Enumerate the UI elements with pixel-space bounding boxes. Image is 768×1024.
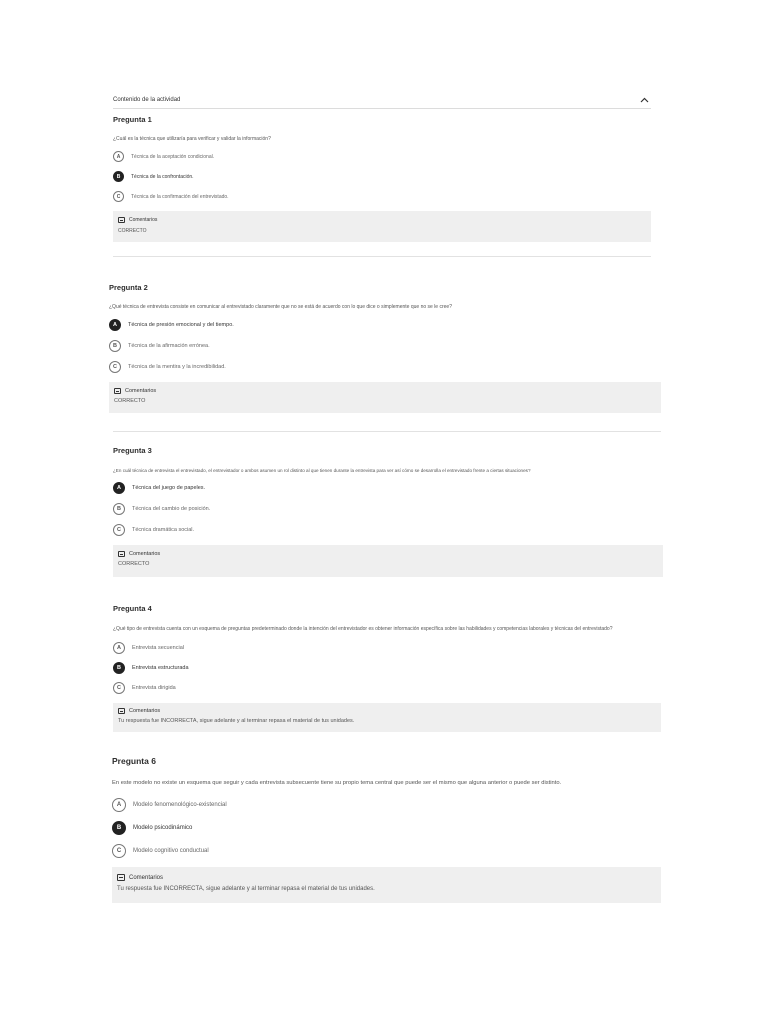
comment-box: [112, 867, 661, 903]
option-b[interactable]: [113, 171, 651, 182]
option-letter-badge: A: [109, 319, 121, 331]
comment-label: Comentarios: [129, 874, 164, 881]
question-title: Pregunta 6: [112, 756, 156, 766]
comment-icon: [114, 388, 121, 394]
option-letter-badge: B: [113, 662, 125, 674]
question-2: [109, 282, 661, 413]
question-title: Pregunta 1: [113, 115, 152, 124]
option-text: Técnica de la confirmación del entrevistado.: [131, 193, 229, 200]
option-letter-badge: A: [113, 482, 125, 494]
option-text: Técnica de la mentira y la incredibilidad.: [128, 364, 226, 370]
divider: [113, 431, 661, 432]
comment-icon: [118, 217, 125, 223]
question-4: [113, 603, 661, 732]
question-text: ¿En cuál técnica de entrevista el entrevistado, el entrevistador o ambos asumen un rol distinto al que tienen durante la entrevista para ver así cómo se desarrolla el entrevistado frente a ciertas situaciones?: [113, 468, 531, 473]
question-title: Pregunta 4: [113, 604, 152, 613]
question-6: [112, 755, 661, 903]
option-text: Modelo cognitivo conductual: [133, 848, 209, 854]
option-c[interactable]: [113, 682, 661, 694]
comment-label: Comentarios: [129, 708, 161, 714]
activity-content-header: [113, 92, 651, 109]
comment-label: Comentarios: [129, 217, 158, 223]
comment-box: [113, 545, 663, 577]
option-a[interactable]: [109, 319, 661, 331]
option-letter-badge: C: [113, 524, 125, 536]
section-title: Contenido de la actividad: [113, 97, 181, 103]
option-letter-badge: C: [112, 844, 126, 858]
option-letter-badge: B: [113, 503, 125, 515]
option-letter-badge: C: [113, 191, 124, 202]
option-text: Técnica de la confrontación.: [131, 173, 194, 180]
comment-text: Tu respuesta fue INCORRECTA, sigue adelante y al terminar repasa el material de tus unidades.: [118, 718, 355, 724]
question-text: En este modelo no existe un esquema que seguir y cada entrevista subsecuente tiene su propio tema central que puede ser el mismo que alguna anterior o puede ser distinto.: [112, 780, 562, 786]
comment-box: [113, 703, 661, 732]
option-b[interactable]: [109, 340, 661, 352]
option-letter-badge: A: [113, 642, 125, 654]
option-b[interactable]: [113, 662, 661, 674]
option-text: Modelo fenomenológico-existencial: [133, 802, 227, 808]
comment-icon: [118, 708, 125, 714]
option-c[interactable]: [113, 524, 663, 536]
option-c[interactable]: [113, 191, 651, 202]
option-b[interactable]: [112, 821, 661, 835]
chevron-up-icon[interactable]: [637, 93, 651, 107]
comment-text: CORRECTO: [118, 561, 150, 567]
option-text: Entrevista dirigida: [132, 685, 176, 691]
question-text: ¿Cuál es la técnica que utilizaría para verificar y validar la información?: [113, 136, 271, 142]
comment-label: Comentarios: [129, 551, 161, 557]
option-text: Técnica de presión emocional y del tiempo.: [128, 322, 234, 328]
comment-box: [113, 211, 651, 242]
option-b[interactable]: [113, 503, 663, 515]
option-text: Técnica dramática social.: [132, 527, 195, 533]
question-text: ¿Qué técnica de entrevista consiste en comunicar al entrevistado claramente que no se está de acuerdo con lo que dice o simplemente que no se le cree?: [109, 304, 452, 310]
comment-label: Comentarios: [125, 388, 157, 394]
question-title: Pregunta 2: [109, 283, 148, 292]
option-letter-badge: A: [112, 798, 126, 812]
question-3: [113, 445, 663, 577]
option-text: Técnica del cambio de posición.: [132, 506, 211, 512]
option-c[interactable]: [112, 844, 661, 858]
option-text: Entrevista secuencial: [132, 645, 184, 651]
question-title: Pregunta 3: [113, 446, 152, 455]
option-a[interactable]: [112, 798, 661, 812]
divider: [113, 256, 651, 257]
question-1: [113, 114, 651, 242]
option-text: Entrevista estructurada: [132, 665, 189, 671]
option-letter-badge: B: [109, 340, 121, 352]
option-text: Técnica del juego de papeles.: [132, 485, 206, 491]
option-letter-badge: B: [113, 171, 124, 182]
comment-text: CORRECTO: [118, 228, 147, 234]
comment-icon: [117, 874, 125, 881]
comment-text: CORRECTO: [114, 398, 146, 404]
question-text: ¿Qué tipo de entrevista cuenta con un esquema de preguntas predeterminado donde la intención del entrevistador es obtener información específica sobre las habilidades y competencias laborales y técnicas del entrevistado?: [113, 626, 613, 632]
option-text: Técnica de la afirmación errónea.: [128, 343, 210, 349]
comment-text: Tu respuesta fue INCORRECTA, sigue adelante y al terminar repasa el material de tus unidades.: [117, 886, 375, 892]
option-a[interactable]: [113, 151, 651, 162]
option-text: Modelo psicodinámico: [133, 825, 193, 831]
comment-box: [109, 382, 661, 413]
option-a[interactable]: [113, 482, 663, 494]
comment-icon: [118, 551, 125, 557]
option-text: Técnica de la aceptación condicional.: [131, 153, 215, 160]
option-letter-badge: B: [112, 821, 126, 835]
option-a[interactable]: [113, 642, 661, 654]
option-letter-badge: C: [109, 361, 121, 373]
option-letter-badge: C: [113, 682, 125, 694]
option-letter-badge: A: [113, 151, 124, 162]
option-c[interactable]: [109, 361, 661, 373]
